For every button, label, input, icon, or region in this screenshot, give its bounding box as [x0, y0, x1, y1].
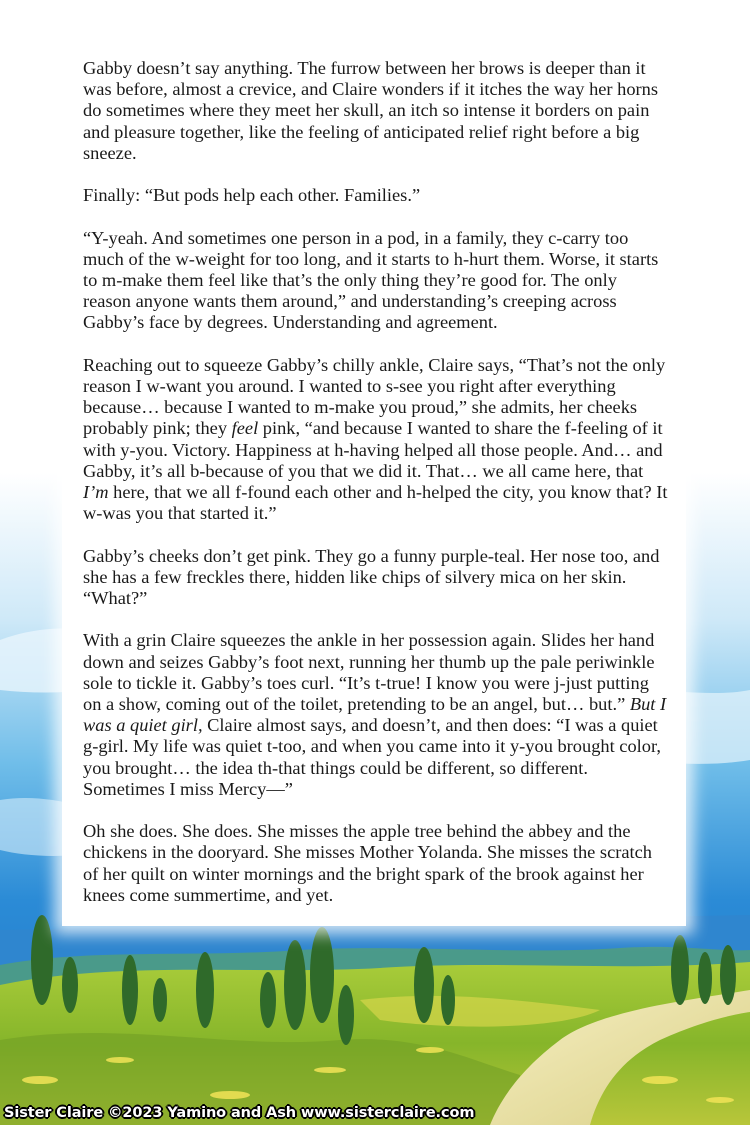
story-text — [83, 58, 669, 927]
paragraph: Reaching out to squeeze Gabby’s chilly ankle, Claire says, “That’s not the only reason I w-want you around. I wanted to s-see you right after everything because… because I wanted to m-make you proud,” she admits, her cheeks probably pink; they feel pink, “and because I wanted to share the f-feeling of it with y-you. Victory. Happiness at h-having helped all those people. And… and Gabby, it’s all b-because of you that we did it. That… we all came here, that I’m here, that we all f-found each other and h-helped the city, you know that? It w-was you that started it.” — [83, 354, 668, 524]
paragraph: Oh she does. She does. She misses the apple tree behind the abbey and the chickens in the dooryard. She misses Mother Yolanda. She misses the scratch of her quilt on winter mornings and the bright spark of the brook against her knees come summertime, and yet. — [83, 821, 652, 905]
paragraph: Gabby’s cheeks don’t get pink. They go a funny purple-teal. Her nose too, and she has a few freckles there, hidden like chips of silvery mica on her skin. “What?” — [83, 545, 660, 609]
paragraph: Finally: “But pods help each other. Families.” — [83, 185, 421, 206]
copyright-credit: Sister Claire ©2023 Yamino and Ash www.sisterclaire.com — [4, 1105, 475, 1121]
paragraph: Gabby doesn’t say anything. The furrow between her brows is deeper than it was before, almost a crevice, and Claire wonders if it itches the way her horns do sometimes where they meet her skull, an itch so intense it borders on pain and pleasure together, like the feeling of anticipated relief right before a big sneeze. — [83, 58, 659, 163]
paragraph: With a grin Claire squeezes the ankle in her possession again. Slides her hand down and seizes Gabby’s foot next, running her thumb up the pale periwinkle sole to tickle it. Gabby’s toes curl. “It’s t-true! I know you were j-just putting on a show, coming out of the toilet, pretending to be an angel, but… but.” But I was a quiet girl, Claire almost says, and doesn’t, and then does: “I was a quiet g-girl. My life was quiet t-too, and when you came into it y-you brought color, you brought… the idea th-that things could be different, so different. Sometimes I miss Mercy—” — [83, 630, 667, 799]
paragraph: “Y-yeah. And sometimes one person in a pod, in a family, they c-carry too much of the w-weight for too long, and it starts to h-hurt them. Worse, it starts to m-make them feel like that’s the only thing they’re good for. The only reason anyone wants them around,” and understanding’s creeping across Gabby’s face by degrees. Understanding and agreement. — [83, 227, 659, 333]
